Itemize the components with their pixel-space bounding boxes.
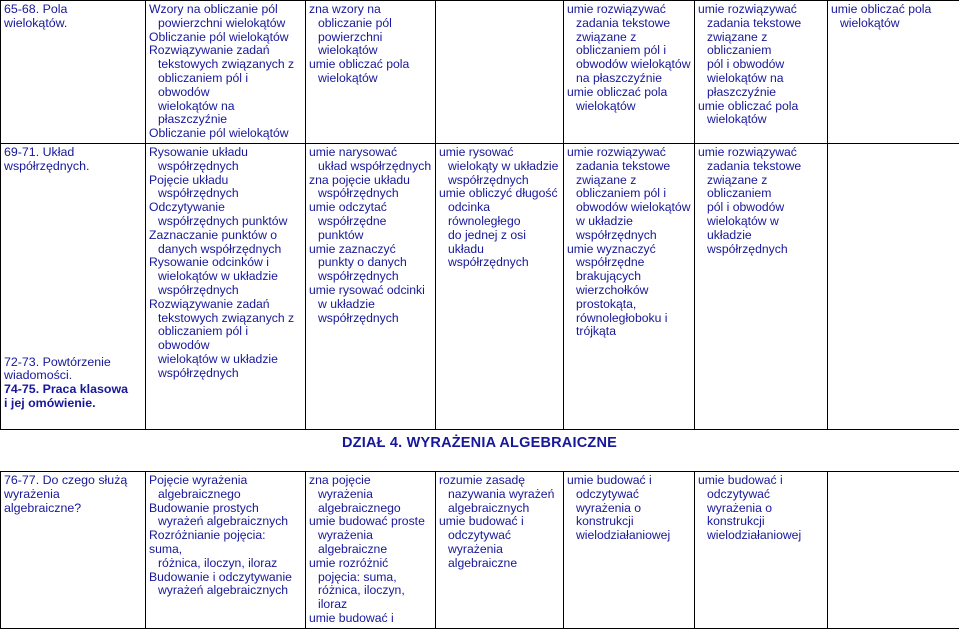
content-cell: Pojęcie wyrażenia algebraicznego Budowanie prostych wyrażeń algebraicznych Rozróżnianie pojęcia: suma, różnica, iloczyn, iloraz Budowanie i odczytywanie wyrażeń algebraicznych	[146, 472, 306, 629]
requirement-cell: umie rysować wielokąty w układzie współrzędnych umie obliczyć długość odcinka równoległego do jednej z osi układu współrzędnych	[436, 143, 564, 429]
requirement-cell: umie rozwiązywać zadania tekstowe związane z obliczaniem pól i obwodów wielokątów na płaszczyźnie umie obliczać pola wielokątów	[564, 1, 695, 144]
content-cell: Wzory na obliczanie pól powierzchni wielokątów Obliczanie pól wielokątów Rozwiązywanie zadań tekstowych związanych z obliczaniem pól i obwodów wielokątów na płaszczyźnie Obliczanie pól wielokątów	[146, 1, 306, 144]
requirement-cell: umie narysować układ współrzędnych zna pojęcie układu współrzędnych umie odczytać współrzędne punktów umie zaznaczyć punkty o danych współrzędnych umie rysować odcinki w układzie współrzędnych	[306, 143, 436, 429]
requirement-cell: umie obliczać pola wielokątów	[828, 1, 959, 144]
requirement-cell: umie rozwiązywać zadania tekstowe związane z obliczaniem pól i obwodów wielokątów w układzie współrzędnych	[695, 143, 828, 429]
section-heading: DZIAŁ 4. WYRAŻENIA ALGEBRAICZNE	[0, 437, 959, 451]
requirement-cell: zna wzory na obliczanie pól powierzchni wielokątów umie obliczać pola wielokątów	[306, 1, 436, 144]
requirement-cell: umie rozwiązywać zadania tekstowe związane z obliczaniem pól i obwodów wielokątów w układzie współrzędnych umie wyznaczyć współrzędne brakujących wierzchołków prostokąta, równoległoboku i trójkąta	[564, 143, 695, 429]
requirement-cell: zna pojęcie wyrażenia algebraicznego umie budować proste wyrażenia algebraiczne umie rozróżnić pojęcia: suma, różnica, iloczyn, iloraz umie budować i	[306, 472, 436, 629]
table-row	[1, 472, 959, 629]
table-row	[1, 1, 959, 144]
curriculum-table-lower	[0, 471, 959, 629]
requirement-cell	[436, 1, 564, 144]
requirement-cell	[828, 143, 959, 429]
requirement-cell	[828, 472, 959, 629]
topic-cell: 69-71. Układ współrzędnych. 72-73. Powtórzenie wiadomości. 74-75. Praca klasowa i jej omówienie.	[1, 143, 146, 429]
topic-cell: 76-77. Do czego służą wyrażenia algebraiczne?	[1, 472, 146, 629]
requirement-cell: umie budować i odczytywać wyrażenia o konstrukcji wielodziałaniowej	[564, 472, 695, 629]
requirement-cell: umie rozwiązywać zadania tekstowe związane z obliczaniem pól i obwodów wielokątów na płaszczyźnie umie obliczać pola wielokątów	[695, 1, 828, 144]
requirement-cell: rozumie zasadę nazywania wyrażeń algebraicznych umie budować i odczytywać wyrażenia algebraiczne	[436, 472, 564, 629]
table-row	[1, 143, 959, 429]
requirement-cell: umie budować i odczytywać wyrażenia o konstrukcji wielodziałaniowej	[695, 472, 828, 629]
content-cell: Rysowanie układu współrzędnych Pojęcie układu współrzędnych Odczytywanie współrzędnych punktów Zaznaczanie punktów o danych współrzędnych Rysowanie odcinków i wielokątów w układzie współrzędnych Rozwiązywanie zadań tekstowych związanych z obliczaniem pól i obwodów wielokątów w układzie współrzędnych	[146, 143, 306, 429]
topic-cell: 65-68. Pola wielokątów.	[1, 1, 146, 144]
